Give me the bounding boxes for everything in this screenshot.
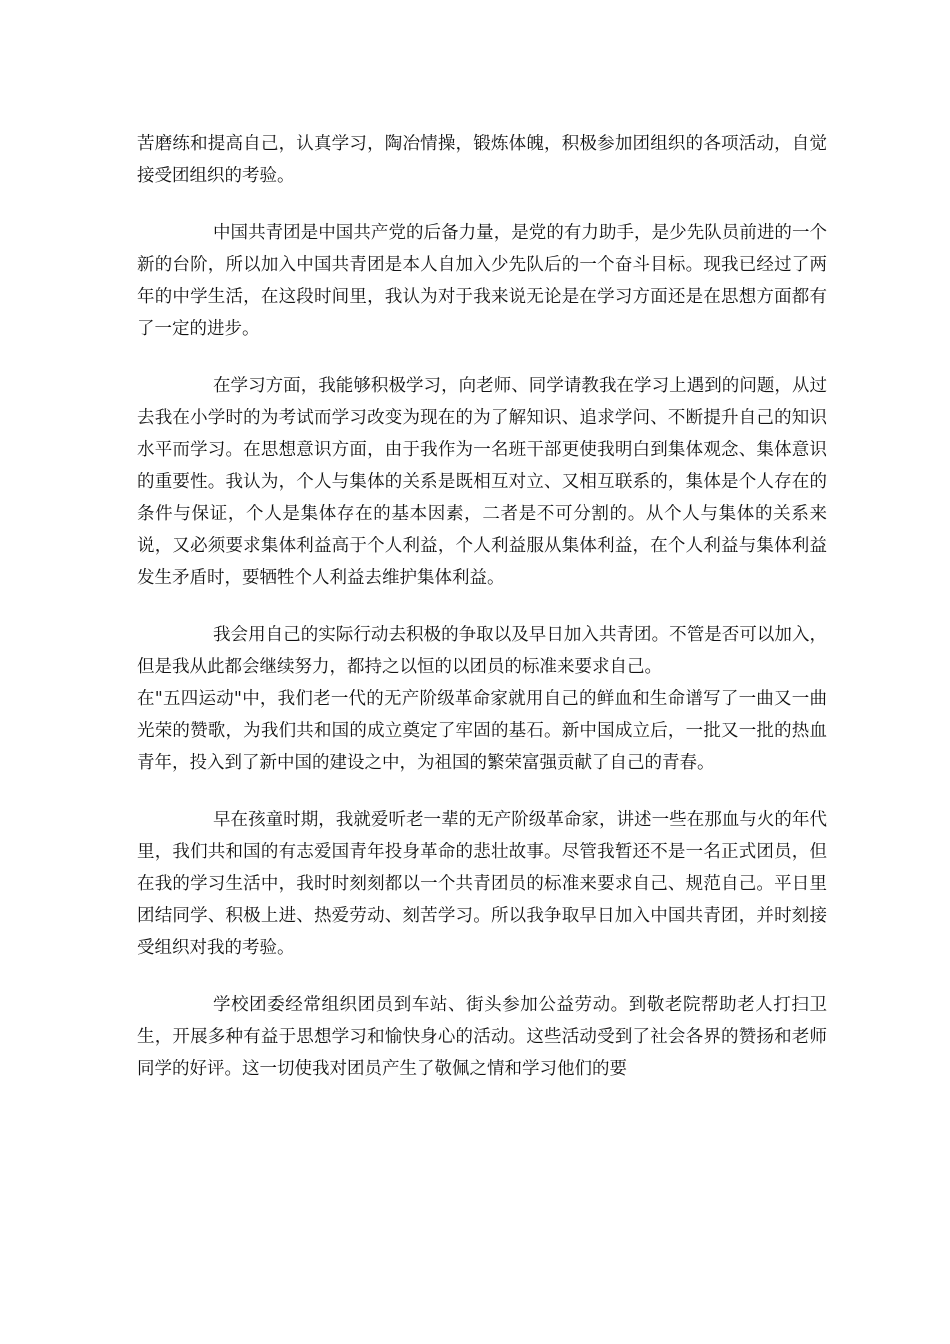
paragraph-6: 早在孩童时期，我就爱听老一辈的无产阶级革命家，讲述一些在那血与火的年代里，我们共和国的有志爱国青年投身革命的悲壮故事。尽管我暂还不是一名正式团员，但在我的学习生活中，我时时刻刻都以一个共青团员的标准来要求自己、规范自己。平日里团结同学、积极上进、热爱劳动、刻苦学习。所以我争取早日加入中国共青团，并时刻接受组织对我的考验。: [137, 810, 827, 958]
paragraph-3: 在学习方面，我能够积极学习，向老师、同学请教我在学习上遇到的问题，从过去我在小学时的为考试而学习改变为现在的为了解知识、追求学问、不断提升自己的知识水平而学习。在思想意识方面，由于我作为一名班干部更使我明白到集体观念、集体意识的重要性。我认为，个人与集体的关系是既相互对立、又相互联系的，集体是个人存在的条件与保证，个人是集体存在的基本因素，二者是不可分割的。从个人与集体的关系来说，又必须要求集体利益高于个人利益，个人利益服从集体利益，在个人利益与集体利益发生矛盾时，要牺牲个人利益去维护集体利益。: [137, 376, 827, 588]
paragraph-7: 学校团委经常组织团员到车站、街头参加公益劳动。到敬老院帮助老人打扫卫生，开展多种有益于思想学习和愉快身心的活动。这些活动受到了社会各界的赞扬和老师同学的好评。这一切使我对团员产生了敬佩之情和学习他们的要: [137, 995, 827, 1079]
paragraph-1: 苦磨练和提高自己，认真学习，陶冶情操，锻炼体魄，积极参加团组织的各项活动，自觉接受团组织的考验。: [137, 134, 827, 186]
paragraph-5: 在"五四运动"中，我们老一代的无产阶级革命家就用自己的鲜血和生命谱写了一曲又一曲光荣的赞歌，为我们共和国的成立奠定了牢固的基石。新中国成立后，一批又一批的热血青年，投入到了新中国的建设之中，为祖国的繁荣富强贡献了自己的青春。: [137, 689, 827, 773]
document-page: [137, 128, 827, 1110]
paragraph-4: 我会用自己的实际行动去积极的争取以及早日加入共青团。不管是否可以加入，但是我从此都会继续努力，都持之以恒的以团员的标准来要求自己。: [137, 625, 827, 677]
paragraph-2: 中国共青团是中国共产党的后备力量，是党的有力助手，是少先队员前进的一个新的台阶，所以加入中国共青团是本人自加入少先队后的一个奋斗目标。现我已经过了两年的中学生活，在这段时间里，我认为对于我来说无论是在学习方面还是在思想方面都有了一定的进步。: [137, 223, 827, 339]
